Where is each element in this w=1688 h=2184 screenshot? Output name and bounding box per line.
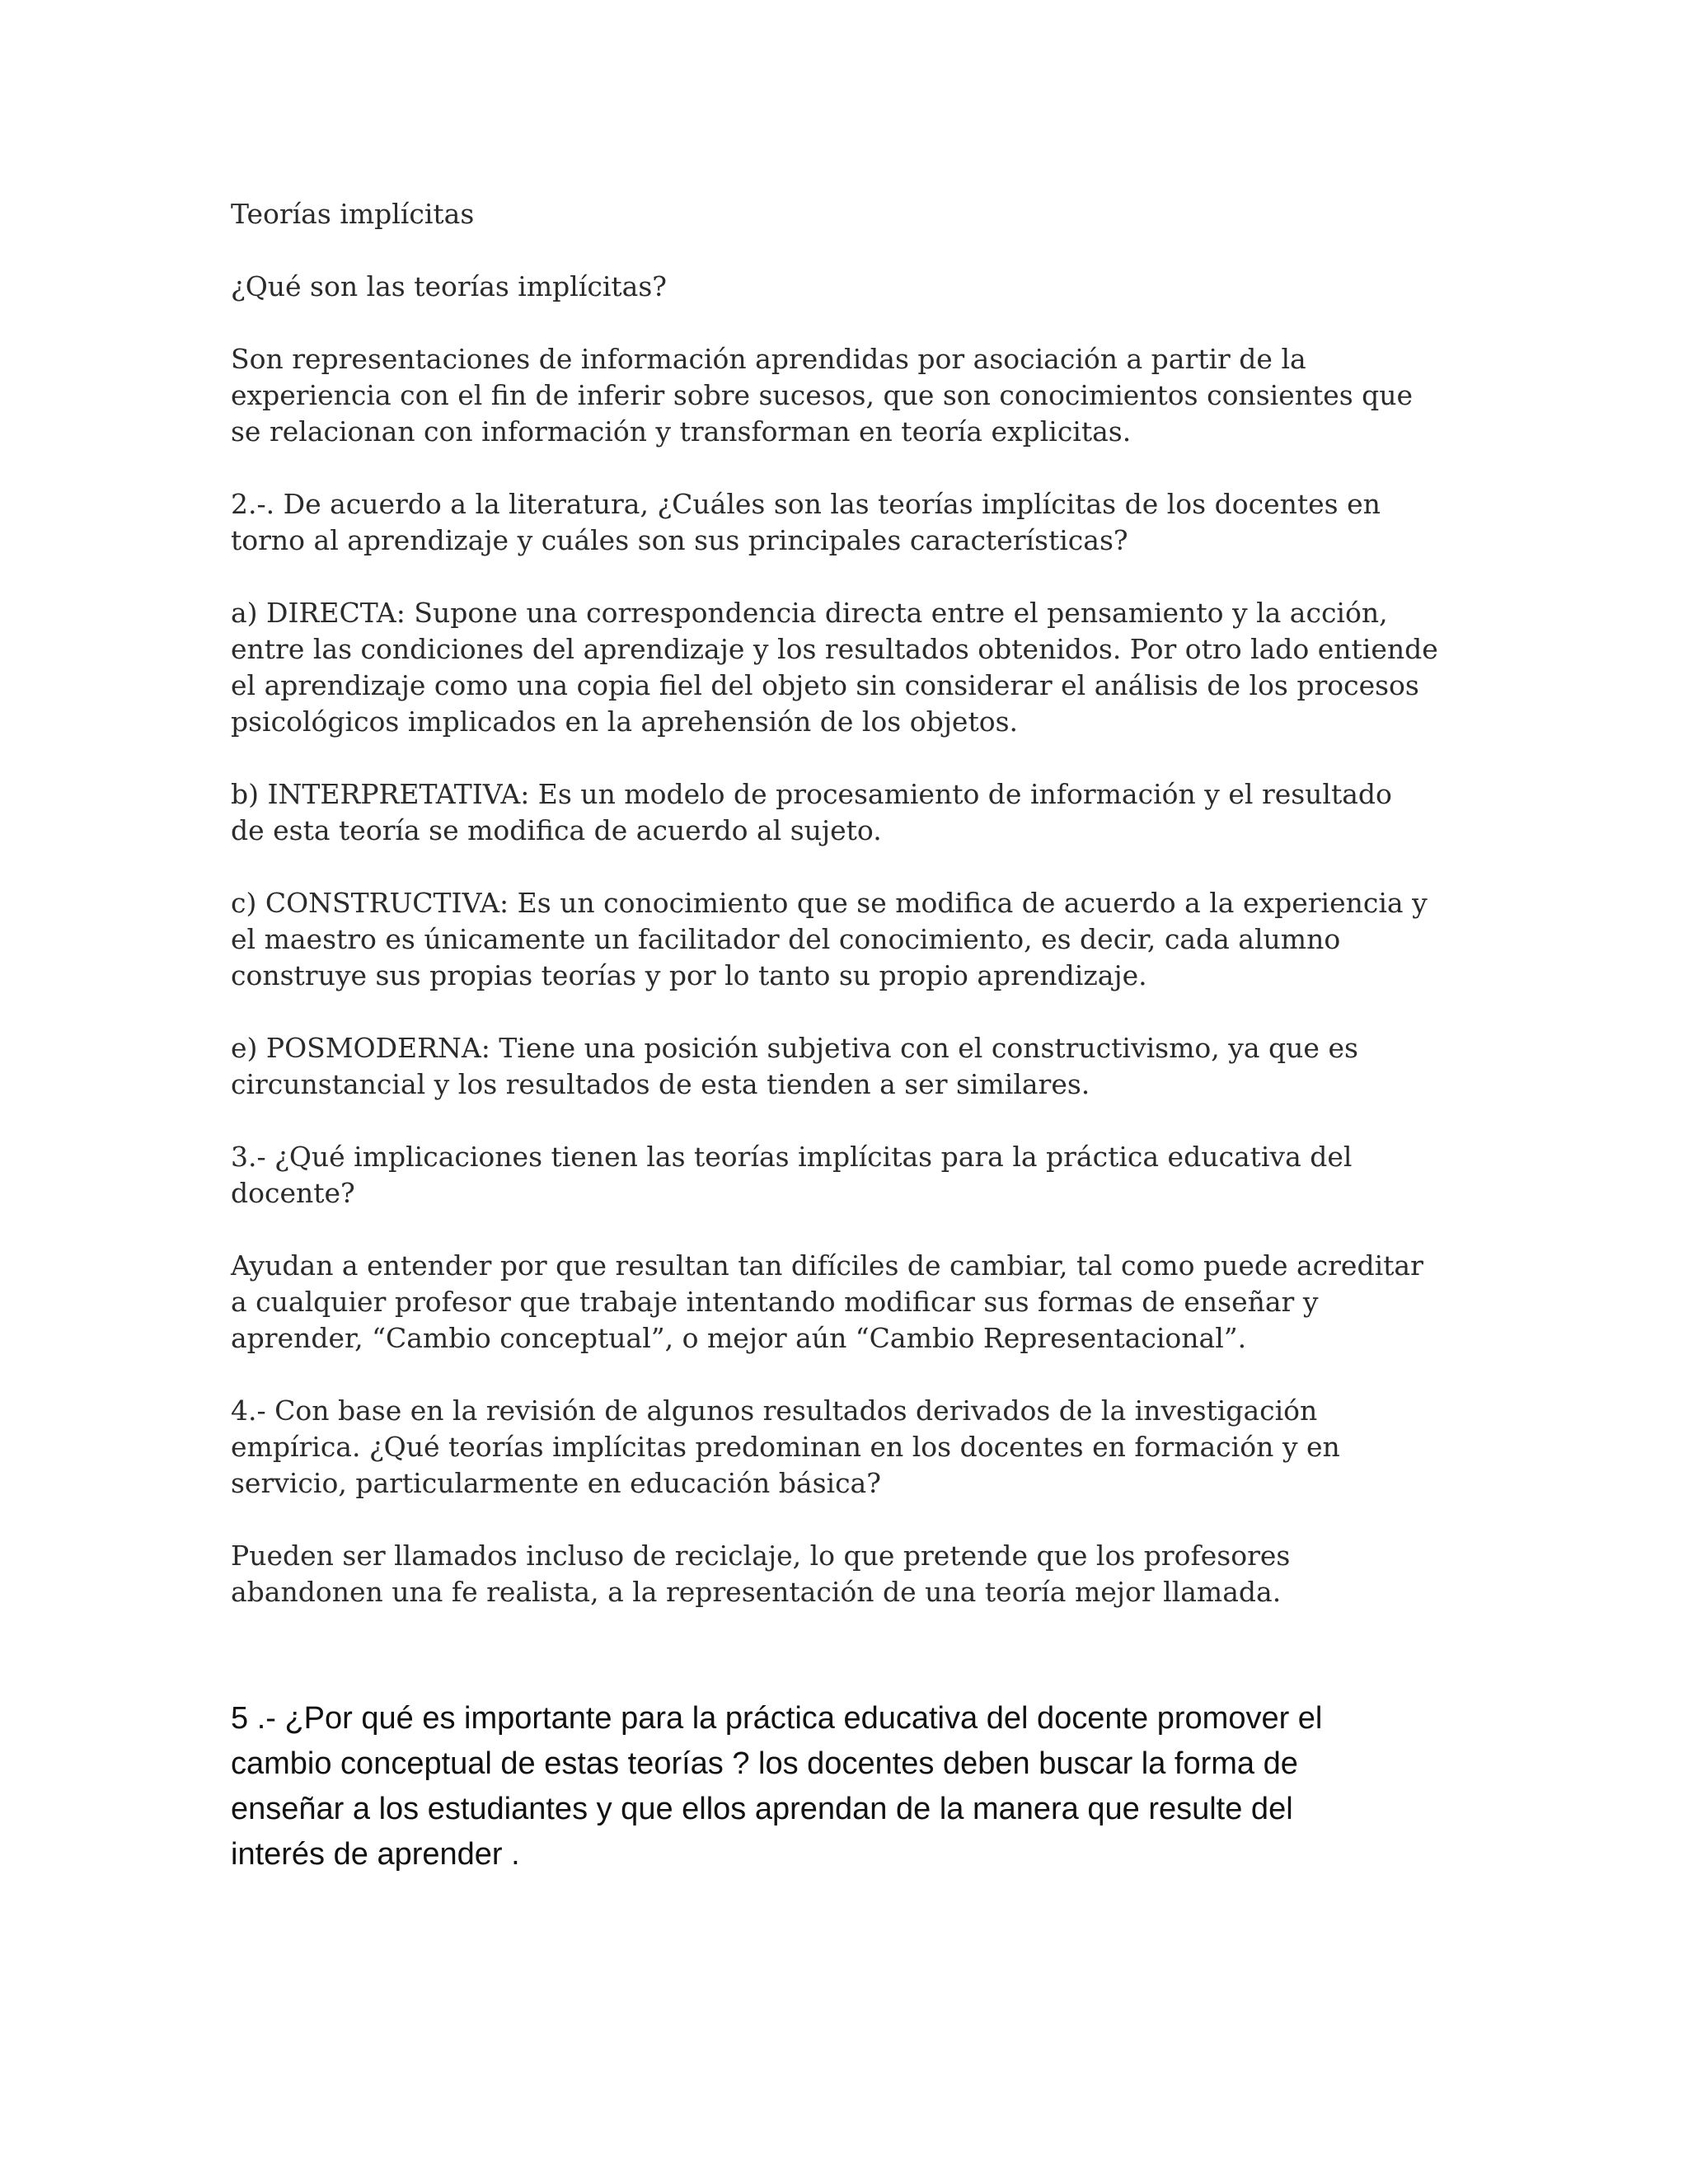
answer-2-item-e: e) POSMODERNA: Tiene una posición subjetiva con el constructivismo, ya que es circunstancial y los resultados de esta tienden a ser similares. — [231, 1032, 1358, 1100]
question-5: 5 .- ¿Por qué es importante para la práctica educativa del docente promover el cambio conceptual de estas teorías ? los docentes deben buscar la forma de enseñar a los estudiantes y que ellos aprendan de la manera que resulte del interés de aprender . — [231, 1701, 1323, 1872]
answer-1: Son representaciones de información aprendidas por asociación a partir de la experiencia con el fin de inferir sobre sucesos, que son conocimientos consientes que se relacionan con información y transforman en teoría explicitas. — [231, 343, 1414, 448]
document-title: Teorías implícitas — [231, 198, 475, 230]
question-1: ¿Qué son las teorías implícitas? — [231, 270, 667, 302]
answer-4: Pueden ser llamados incluso de reciclaje, lo que pretende que los profesores abandonen una fe realista, a la representación de una teoría mejor llamada. — [231, 1540, 1291, 1608]
answer-2-item-c: c) CONSTRUCTIVA: Es un conocimiento que se modifica de acuerdo a la experiencia y el maestro es únicamente un facilitador del conocimiento, es decir, cada alumno construye sus propias teorías y por lo tanto su propio aprendizaje. — [231, 887, 1428, 991]
question-3: 3.- ¿Qué implicaciones tienen las teorías implícitas para la práctica educativa del docente? — [231, 1141, 1353, 1209]
answer-3: Ayudan a entender por que resultan tan difíciles de cambiar, tal como puede acreditar a cualquier profesor que trabaje intentando modificar sus formas de enseñar y aprender, “Cambio conceptual”, o mejor aún “Cambio Representacional”. — [231, 1249, 1423, 1354]
answer-2-item-b: b) INTERPRETATIVA: Es un modelo de procesamiento de información y el resultado de esta teoría se modifica de acuerdo al sujeto. — [231, 778, 1392, 846]
question-4: 4.- Con base en la revisión de algunos resultados derivados de la investigación empírica. ¿Qué teorías implícitas predominan en los docentes en formación y en servicio, particularmente en educación básica? — [231, 1394, 1340, 1499]
question-2: 2.-. De acuerdo a la literatura, ¿Cuáles son las teorías implícitas de los docentes en torno al aprendizaje y cuáles son sus principales características? — [231, 488, 1381, 556]
answer-2-item-a: a) DIRECTA: Supone una correspondencia directa entre el pensamiento y la acción, entre las condiciones del aprendizaje y los resultados obtenidos. Por otro lado entiende el aprendizaje como una copia fiel del objeto sin considerar el análisis de los procesos psicológicos implicados en la aprehensión de los objetos. — [231, 597, 1438, 738]
document-body — [231, 196, 1467, 1647]
